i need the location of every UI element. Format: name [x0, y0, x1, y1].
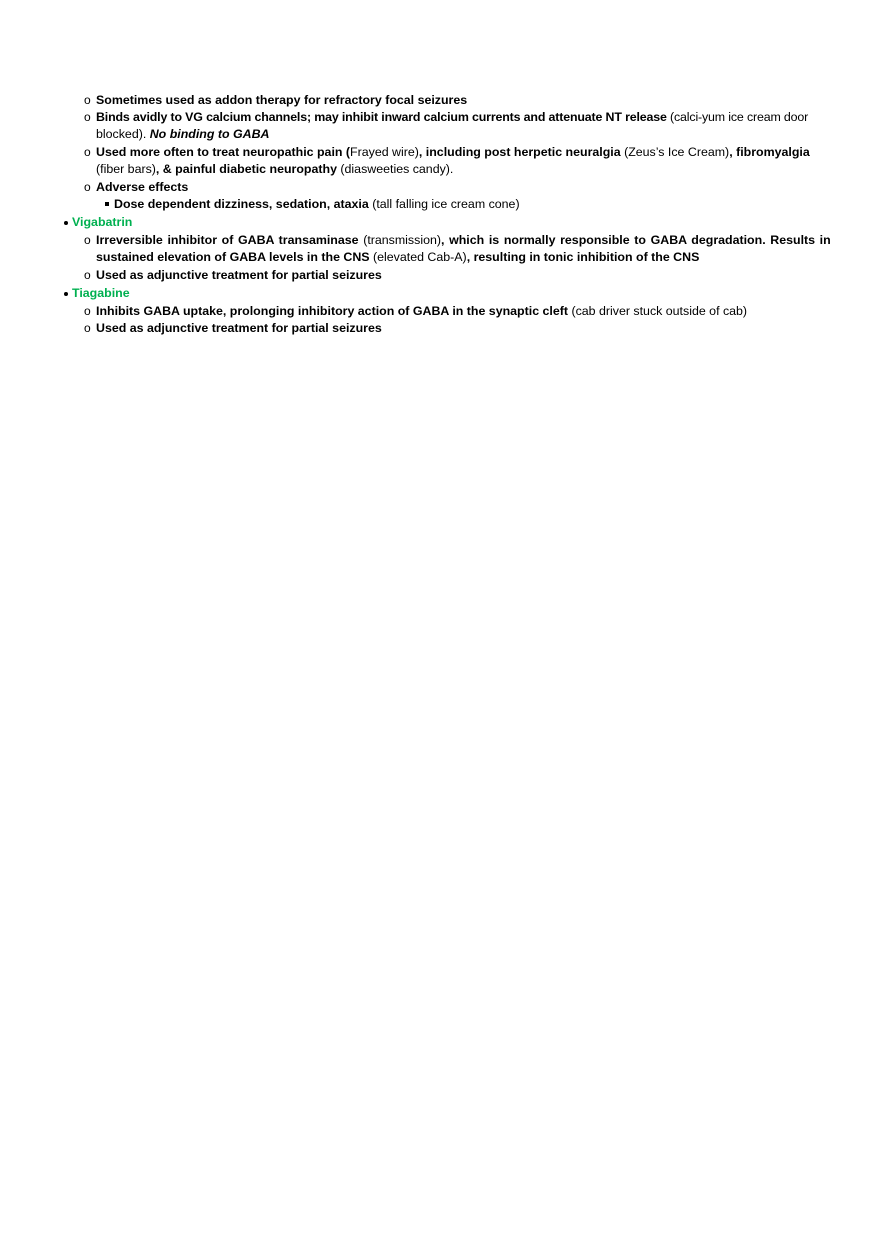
list-item [96, 232, 831, 250]
circle-bullet-icon: o [84, 268, 91, 282]
item-text: Dose dependent dizziness, sedation, ataxia [114, 197, 369, 211]
list-item [114, 196, 520, 214]
section-heading-tiagabine: Tiagabine [72, 286, 130, 300]
list-item [96, 109, 808, 127]
item-note: blocked). [96, 127, 150, 141]
item-note: (fiber bars) [96, 162, 156, 176]
item-text: Sometimes used as addon therapy for refractory focal seizures [96, 93, 468, 107]
circle-bullet-icon: o [84, 180, 91, 194]
item-text: Adverse effects [96, 180, 189, 194]
list-item-continuation [96, 161, 453, 179]
item-text: Used as adjunctive treatment for partial seizures [96, 268, 382, 282]
item-text: , which is normally responsible to GABA degradation. Results in [441, 233, 831, 247]
list-item [96, 144, 810, 162]
item-text: Binds avidly to VG calcium channels; may inhibit inward calcium currents and attenuate NT release [96, 110, 667, 124]
square-bullet-icon [105, 202, 109, 206]
item-note: (transmission) [358, 233, 441, 247]
item-note: (tall falling ice cream cone) [368, 197, 520, 211]
circle-bullet-icon: o [84, 110, 91, 124]
item-text: Used as adjunctive treatment for partial seizures [96, 321, 382, 335]
list-item-continuation [96, 249, 699, 267]
item-text: , & painful diabetic neuropathy [155, 162, 337, 176]
item-text: , resulting in tonic inhibition of the CNS [466, 250, 700, 264]
circle-bullet-icon: o [84, 145, 91, 159]
item-note: Frayed wire) [350, 145, 419, 159]
item-emphasis: No binding to GABA [149, 127, 270, 141]
item-text: Inhibits GABA uptake, prolonging inhibitory action of GABA in the synaptic cleft [96, 304, 568, 318]
list-item-continuation [96, 126, 269, 144]
circle-bullet-icon: o [84, 93, 91, 107]
item-note: (cab driver stuck outside of cab) [568, 304, 748, 318]
list-item [96, 320, 382, 338]
circle-bullet-icon: o [84, 304, 91, 318]
item-note: (Zeus’s Ice Cream) [620, 145, 730, 159]
list-item [96, 303, 747, 321]
item-text: , including post herpetic neuralgia [418, 145, 621, 159]
list-item [96, 92, 467, 110]
list-item [96, 267, 382, 285]
item-text: Used more often to treat neuropathic pain ( [96, 145, 351, 159]
circle-bullet-icon: o [84, 233, 91, 247]
circle-bullet-icon: o [84, 321, 91, 335]
item-note: (diasweeties candy). [336, 162, 454, 176]
list-item [96, 179, 188, 197]
bullet-dot-icon [64, 221, 68, 225]
item-text: Irreversible inhibitor of GABA transaminase [96, 233, 359, 247]
item-text: , fibromyalgia [729, 145, 810, 159]
item-text: sustained elevation of GABA levels in the CNS [96, 250, 370, 264]
item-note: (elevated Cab-A) [369, 250, 467, 264]
item-note: (calci-yum ice cream door [666, 110, 809, 124]
section-heading-vigabatrin: Vigabatrin [72, 215, 133, 229]
bullet-dot-icon [64, 292, 68, 296]
